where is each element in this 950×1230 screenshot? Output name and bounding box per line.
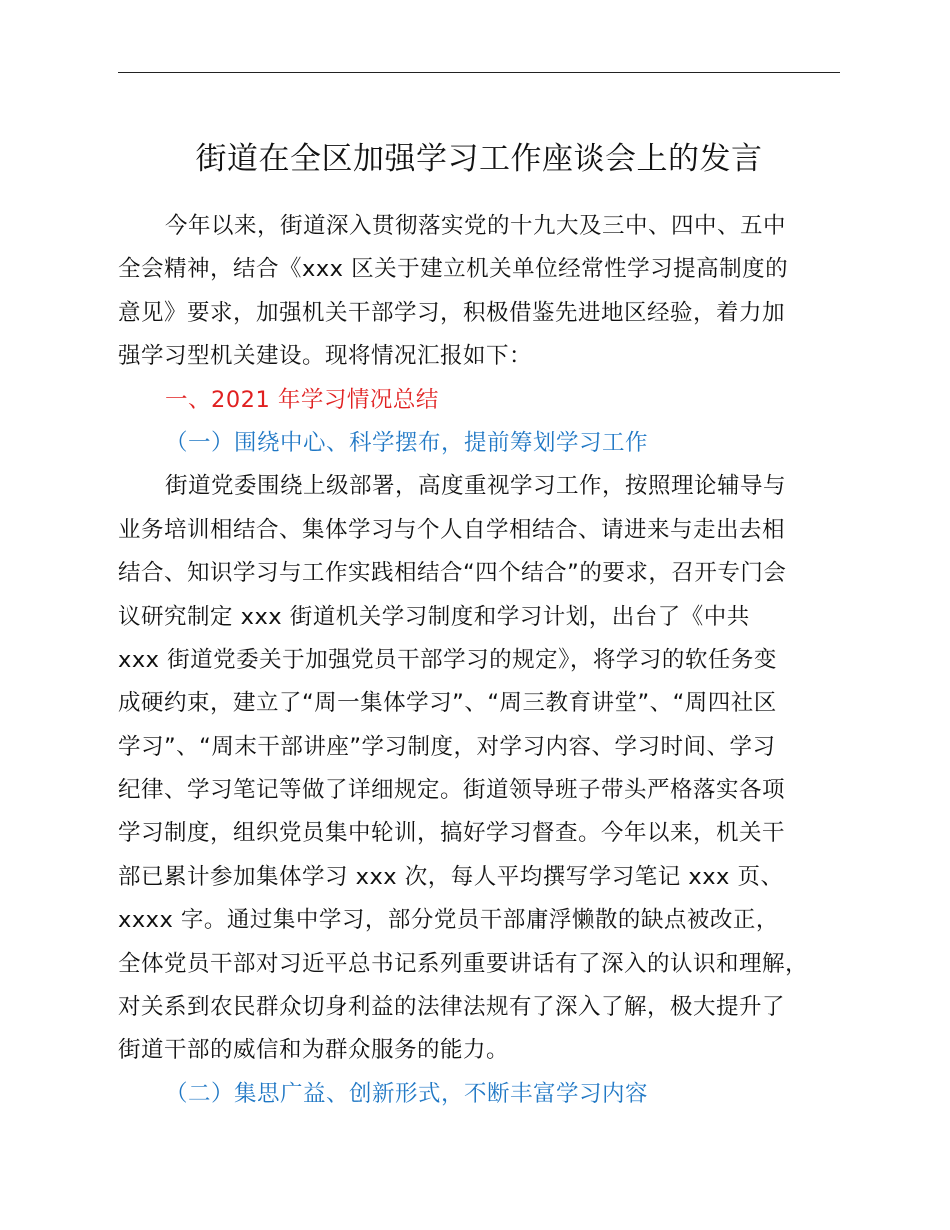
header-rule: [118, 72, 840, 73]
paragraph-line: 意见》要求，加强机关干部学习，积极借鉴先进地区经验，着力加: [118, 299, 786, 326]
paragraph-line: 学习制度，组织党员集中轮训，搞好学习督查。今年以来，机关干: [118, 820, 786, 847]
paragraph-line: 结合、知识学习与工作实践相结合“四个结合”的要求，召开专门会: [118, 560, 787, 587]
subsection-heading: （一）围绕中心、科学摆布，提前筹划学习工作: [165, 429, 649, 456]
paragraph-line: 部已累计参加集体学习 xxx 次，每人平均撰写学习笔记 xxx 页、: [118, 863, 784, 890]
document-title: 街道在全区加强学习工作座谈会上的发言: [195, 141, 763, 177]
paragraph-line: 纪律、学习笔记等做了详细规定。街道领导班子带头严格落实各项: [118, 777, 786, 804]
paragraph-line: xxx 街道党委关于加强党员干部学习的规定》，将学习的软任务变: [118, 646, 777, 673]
paragraph-line: 对关系到农民群众切身利益的法律法规有了深入了解，极大提升了: [118, 994, 786, 1021]
paragraph-line: 成硬约束，建立了“周一集体学习”、“周三教育讲堂”、“周四社区: [118, 690, 777, 717]
document-body: [118, 205, 858, 1116]
subsection-heading: （二）集思广益、创新形式，不断丰富学习内容: [165, 1080, 649, 1107]
paragraph-line: 学习”、“周末干部讲座”学习制度，对学习内容、学习时间、学习: [118, 733, 776, 760]
paragraph-line: 业务培训相结合、集体学习与个人自学相结合、请进来与走出去相: [118, 516, 786, 543]
paragraph-line: 议研究制定 xxx 街道机关学习制度和学习计划，出台了《中共: [118, 603, 750, 630]
paragraph-line: 全会精神，结合《xxx 区关于建立机关单位经常性学习提高制度的: [118, 256, 789, 283]
paragraph-line: 街道党委围绕上级部署，高度重视学习工作，按照理论辅导与: [165, 473, 787, 500]
paragraph-line: 街道干部的威信和为群众服务的能力。: [118, 1037, 510, 1064]
section-heading: 一、2021 年学习情况总结: [165, 386, 439, 413]
paragraph-line: xxxx 字。通过集中学习，部分党员干部庸浮懒散的缺点被改正，: [118, 907, 779, 934]
paragraph-line: 强学习型机关建设。现将情况汇报如下：: [118, 343, 533, 370]
paragraph-line: 今年以来，街道深入贯彻落实党的十九大及三中、四中、五中: [165, 213, 787, 239]
paragraph-line: 全体党员干部对习近平总书记系列重要讲话有了深入的认识和理解，: [118, 950, 809, 977]
